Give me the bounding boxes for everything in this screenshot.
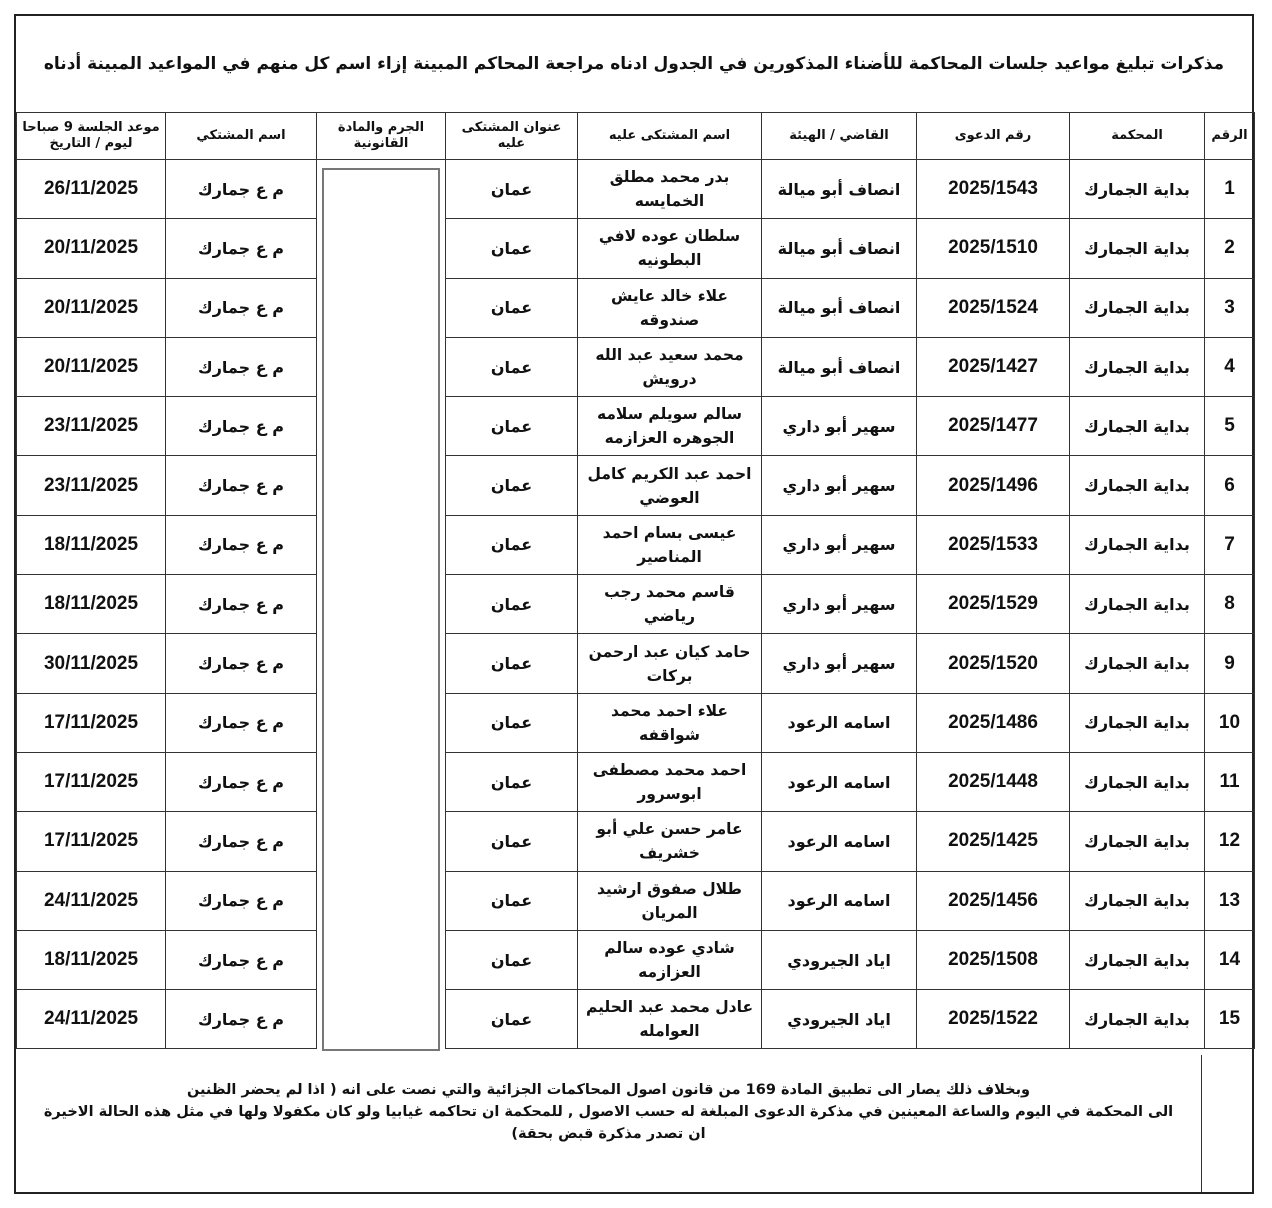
table-row xyxy=(17,871,1255,930)
row-number-cell: 5 xyxy=(1205,397,1255,456)
complainant-cell: م ع جمارك xyxy=(166,337,317,396)
row-number-cell: 7 xyxy=(1205,515,1255,574)
header-address: عنوان المشتكى عليه xyxy=(446,113,578,160)
row-number-cell: 11 xyxy=(1205,752,1255,811)
table-row xyxy=(17,752,1255,811)
hearings-table xyxy=(16,112,1255,1049)
court-cell: بداية الجمارك xyxy=(1070,930,1205,989)
defendant-address-cell: عمان xyxy=(446,337,578,396)
defendant-address-cell: عمان xyxy=(446,990,578,1049)
table-row xyxy=(17,456,1255,515)
court-cell: بداية الجمارك xyxy=(1070,752,1205,811)
defendant-address-cell: عمان xyxy=(446,930,578,989)
case-number-cell: 2025/1425 xyxy=(917,812,1070,871)
session-date-cell: 17/11/2025 xyxy=(17,812,166,871)
judge-cell: سهير أبو داري xyxy=(762,575,917,634)
defendant-name-cell: علاء خالد عايش صندوقه xyxy=(578,278,762,337)
row-number-cell: 4 xyxy=(1205,337,1255,396)
session-date-cell: 18/11/2025 xyxy=(17,575,166,634)
footer-line: الى المحكمة في اليوم والساعة المعينين في مذكرة الدعوى المبلغة له حسب الاصول , للمحكمة ان تحاكمه غيابيا ولو كان مكفولا ولها في مثل هذه الحالة الاخيرة xyxy=(43,1104,1174,1120)
court-cell: بداية الجمارك xyxy=(1070,575,1205,634)
case-number-cell: 2025/1496 xyxy=(917,456,1070,515)
complainant-cell: م ع جمارك xyxy=(166,634,317,693)
row-number-cell: 2 xyxy=(1205,219,1255,278)
court-cell: بداية الجمارك xyxy=(1070,219,1205,278)
defendant-name-cell: احمد محمد مصطفى ابوسرور xyxy=(578,752,762,811)
table-row xyxy=(17,337,1255,396)
table-row xyxy=(17,990,1255,1049)
complainant-cell: م ع جمارك xyxy=(166,456,317,515)
defendant-address-cell: عمان xyxy=(446,871,578,930)
row-number-cell: 8 xyxy=(1205,575,1255,634)
header-court: المحكمة xyxy=(1070,113,1205,160)
judge-cell: اسامه الرعود xyxy=(762,871,917,930)
case-number-cell: 2025/1508 xyxy=(917,930,1070,989)
defendant-address-cell: عمان xyxy=(446,397,578,456)
case-number-cell: 2025/1477 xyxy=(917,397,1070,456)
session-date-cell: 17/11/2025 xyxy=(17,752,166,811)
defendant-name-cell: سلطان عوده لافي البطونيه xyxy=(578,219,762,278)
complainant-cell: م ع جمارك xyxy=(166,871,317,930)
court-cell: بداية الجمارك xyxy=(1070,871,1205,930)
header-crime: الجرم والمادة القانونية xyxy=(317,113,446,160)
table-row xyxy=(17,397,1255,456)
row-number-cell: 3 xyxy=(1205,278,1255,337)
judge-cell: انصاف أبو ميالة xyxy=(762,219,917,278)
complainant-cell: م ع جمارك xyxy=(166,693,317,752)
header-session-date: موعد الجلسة 9 صباحا ليوم / التاريخ xyxy=(17,113,166,160)
session-date-cell: 24/11/2025 xyxy=(17,871,166,930)
case-number-cell: 2025/1486 xyxy=(917,693,1070,752)
defendant-name-cell: عامر حسن علي أبو خشريف xyxy=(578,812,762,871)
session-date-cell: 26/11/2025 xyxy=(17,160,166,219)
row-number-cell: 1 xyxy=(1205,160,1255,219)
table-row xyxy=(17,930,1255,989)
judge-cell: سهير أبو داري xyxy=(762,515,917,574)
row-number-cell: 14 xyxy=(1205,930,1255,989)
row-number-cell: 10 xyxy=(1205,693,1255,752)
page-title: مذكرات تبليغ مواعيد جلسات المحاكمة للأضناء المذكورين في الجدول ادناه مراجعة المحاكم المبينة إزاء اسم كل منهم في المواعيد المبينة أدناه xyxy=(16,16,1252,113)
session-date-cell: 20/11/2025 xyxy=(17,278,166,337)
complainant-cell: م ع جمارك xyxy=(166,219,317,278)
court-cell: بداية الجمارك xyxy=(1070,160,1205,219)
judge-cell: سهير أبو داري xyxy=(762,397,917,456)
defendant-address-cell: عمان xyxy=(446,752,578,811)
case-number-cell: 2025/1524 xyxy=(917,278,1070,337)
defendant-name-cell: عادل محمد عبد الحليم العوامله xyxy=(578,990,762,1049)
complainant-cell: م ع جمارك xyxy=(166,515,317,574)
defendant-name-cell: قاسم محمد رجب رياضي xyxy=(578,575,762,634)
defendant-address-cell: عمان xyxy=(446,278,578,337)
table-row xyxy=(17,515,1255,574)
defendant-name-cell: احمد عبد الكريم كامل العوضي xyxy=(578,456,762,515)
defendant-name-cell: شادي عوده سالم العزازمه xyxy=(578,930,762,989)
defendant-name-cell: بدر محمد مطلق الخمايسه xyxy=(578,160,762,219)
table-row xyxy=(17,693,1255,752)
court-cell: بداية الجمارك xyxy=(1070,456,1205,515)
row-number-cell: 13 xyxy=(1205,871,1255,930)
complainant-cell: م ع جمارك xyxy=(166,990,317,1049)
court-cell: بداية الجمارك xyxy=(1070,515,1205,574)
complainant-cell: م ع جمارك xyxy=(166,752,317,811)
case-number-cell: 2025/1510 xyxy=(917,219,1070,278)
case-number-cell: 2025/1533 xyxy=(917,515,1070,574)
table-header-row xyxy=(17,113,1255,160)
court-cell: بداية الجمارك xyxy=(1070,634,1205,693)
table-row xyxy=(17,160,1255,219)
judge-cell: انصاف أبو ميالة xyxy=(762,160,917,219)
court-cell: بداية الجمارك xyxy=(1070,397,1205,456)
complainant-cell: م ع جمارك xyxy=(166,397,317,456)
complainant-cell: م ع جمارك xyxy=(166,575,317,634)
judge-cell: اسامه الرعود xyxy=(762,693,917,752)
session-date-cell: 17/11/2025 xyxy=(17,693,166,752)
court-cell: بداية الجمارك xyxy=(1070,812,1205,871)
court-cell: بداية الجمارك xyxy=(1070,278,1205,337)
redacted-crime-box xyxy=(322,168,440,1051)
defendant-address-cell: عمان xyxy=(446,575,578,634)
table-row xyxy=(17,812,1255,871)
legal-notice-footer xyxy=(16,1055,1202,1192)
defendant-name-cell: علاء احمد محمد شواقفه xyxy=(578,693,762,752)
footer-line: ان تصدر مذكرة قبض بحقة) xyxy=(511,1126,706,1142)
judge-cell: اياد الجيرودي xyxy=(762,930,917,989)
header-defendant: اسم المشتكى عليه xyxy=(578,113,762,160)
court-cell: بداية الجمارك xyxy=(1070,337,1205,396)
defendant-address-cell: عمان xyxy=(446,515,578,574)
judge-cell: اياد الجيرودي xyxy=(762,990,917,1049)
row-number-cell: 9 xyxy=(1205,634,1255,693)
defendant-address-cell: عمان xyxy=(446,160,578,219)
judge-cell: انصاف أبو ميالة xyxy=(762,337,917,396)
session-date-cell: 23/11/2025 xyxy=(17,456,166,515)
footer-line: وبخلاف ذلك يصار الى تطبيق المادة 169 من قانون اصول المحاكمات الجزائية والتي نصت على انه ( اذا لم يحضر الظنين xyxy=(186,1082,1031,1098)
table-row xyxy=(17,219,1255,278)
notice-document xyxy=(14,14,1254,1194)
defendant-address-cell: عمان xyxy=(446,812,578,871)
session-date-cell: 18/11/2025 xyxy=(17,515,166,574)
complainant-cell: م ع جمارك xyxy=(166,812,317,871)
defendant-name-cell: عيسى بسام احمد المناصير xyxy=(578,515,762,574)
case-number-cell: 2025/1448 xyxy=(917,752,1070,811)
session-date-cell: 20/11/2025 xyxy=(17,337,166,396)
table-row xyxy=(17,278,1255,337)
case-number-cell: 2025/1520 xyxy=(917,634,1070,693)
case-number-cell: 2025/1529 xyxy=(917,575,1070,634)
session-date-cell: 23/11/2025 xyxy=(17,397,166,456)
judge-cell: انصاف أبو ميالة xyxy=(762,278,917,337)
complainant-cell: م ع جمارك xyxy=(166,160,317,219)
session-date-cell: 18/11/2025 xyxy=(17,930,166,989)
row-number-cell: 12 xyxy=(1205,812,1255,871)
table-row xyxy=(17,575,1255,634)
defendant-address-cell: عمان xyxy=(446,219,578,278)
session-date-cell: 30/11/2025 xyxy=(17,634,166,693)
case-number-cell: 2025/1427 xyxy=(917,337,1070,396)
case-number-cell: 2025/1456 xyxy=(917,871,1070,930)
complainant-cell: م ع جمارك xyxy=(166,930,317,989)
header-case-number: رقم الدعوى xyxy=(917,113,1070,160)
defendant-address-cell: عمان xyxy=(446,456,578,515)
case-number-cell: 2025/1522 xyxy=(917,990,1070,1049)
row-number-cell: 6 xyxy=(1205,456,1255,515)
judge-cell: اسامه الرعود xyxy=(762,752,917,811)
complainant-cell: م ع جمارك xyxy=(166,278,317,337)
defendant-name-cell: سالم سويلم سلامه الجوهره العزازمه xyxy=(578,397,762,456)
session-date-cell: 20/11/2025 xyxy=(17,219,166,278)
defendant-address-cell: عمان xyxy=(446,634,578,693)
defendant-name-cell: طلال صفوق ارشيد المريان xyxy=(578,871,762,930)
judge-cell: اسامه الرعود xyxy=(762,812,917,871)
defendant-name-cell: حامد كيان عبد ارحمن بركات xyxy=(578,634,762,693)
case-number-cell: 2025/1543 xyxy=(917,160,1070,219)
row-number-cell: 15 xyxy=(1205,990,1255,1049)
session-date-cell: 24/11/2025 xyxy=(17,990,166,1049)
judge-cell: سهير أبو داري xyxy=(762,456,917,515)
table-row xyxy=(17,634,1255,693)
judge-cell: سهير أبو داري xyxy=(762,634,917,693)
court-cell: بداية الجمارك xyxy=(1070,693,1205,752)
header-complainant: اسم المشتكي xyxy=(166,113,317,160)
header-number: الرقم xyxy=(1205,113,1255,160)
court-cell: بداية الجمارك xyxy=(1070,990,1205,1049)
header-judge: القاضي / الهيئة xyxy=(762,113,917,160)
defendant-name-cell: محمد سعيد عبد الله درويش xyxy=(578,337,762,396)
defendant-address-cell: عمان xyxy=(446,693,578,752)
